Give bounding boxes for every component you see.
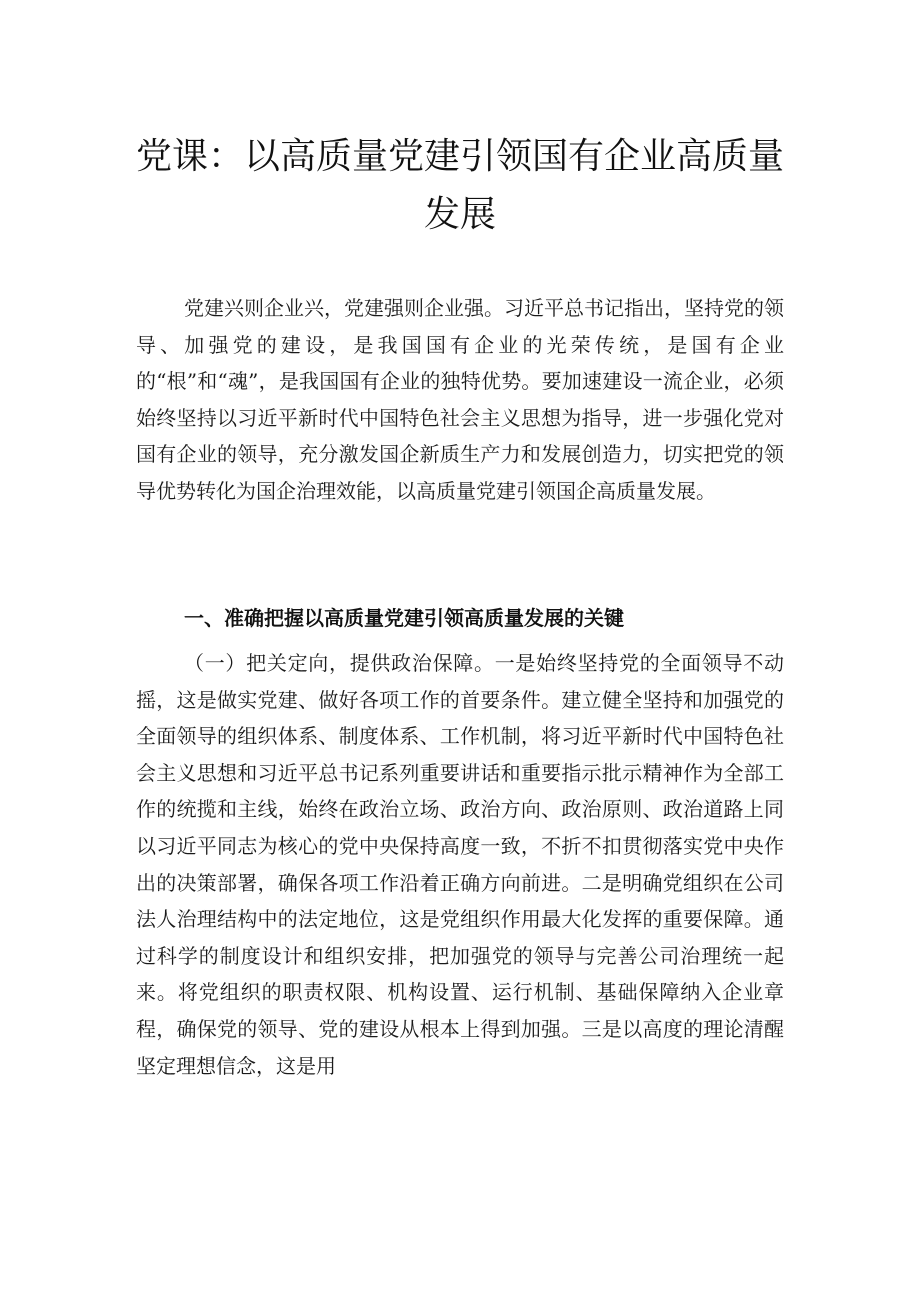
section-paragraph: （一）把关定向，提供政治保障。一是始终坚持党的全面领导不动摇，这是做实党建、做好各项工作的首要条件。建立健全坚持和加强党的全面领导的组织体系、制度体系、工作机制，将习近平新时代中国特色社会主义思想和习近平总书记系列重要讲话和重要指示批示精神作为全部工作的统揽和主线，始终在政治立场、政治方向、政治原则、政治道路上同以习近平同志为核心的党中央保持高度一致，不折不扣贯彻落实党中央作出的决策部署，确保各项工作沿着正确方向前进。二是明确党组织在公司法人治理结构中的法定地位，这是党组织作用最大化发挥的重要保障。通过科学的制度设计和组织安排，把加强党的领导与完善公司治理统一起来。将党组织的职责权限、机构设置、运行机制、基础保障纳入企业章程，确保党的领导、党的建设从根本上得到加强。三是以高度的理论清醒坚定理想信念，这是用 bbox=[136, 651, 784, 1078]
document-title: 党课：以高质量党建引领国有企业高质量发展 bbox=[135, 136, 784, 235]
section-heading: 一、准确把握以高质量党建引领高质量发展的关键 bbox=[184, 606, 624, 630]
intro-paragraph: 党建兴则企业兴，党建强则企业强。习近平总书记指出，坚持党的领导、加强党的建设，是我国国有企业的光荣传统，是国有企业的“根”和“魂”，是我国国有企业的独特优势。要加速建设一流企业，必须始终坚持以习近平新时代中国特色社会主义思想为指导，进一步强化党对国有企业的领导，充分激发国企新质生产力和发展创造力，切实把党的领导优势转化为国企治理效能，以高质量党建引领国企高质量发展。 bbox=[136, 296, 784, 503]
